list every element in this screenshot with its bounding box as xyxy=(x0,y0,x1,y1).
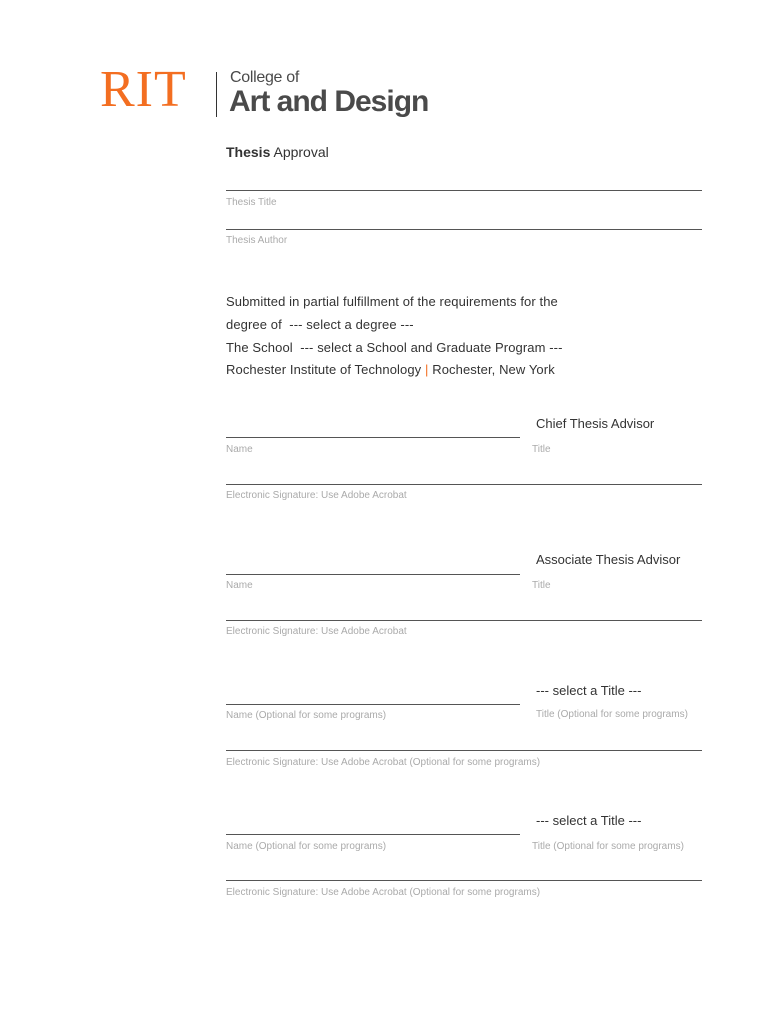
thesis-author-caption: Thesis Author xyxy=(226,235,288,246)
thesis-title-field[interactable] xyxy=(226,190,702,191)
page-title-rest: Approval xyxy=(273,144,329,160)
chief-advisor-title-caption: Title xyxy=(532,444,551,455)
optional-member-1-signature-caption: Electronic Signature: Use Adobe Acrobat (Optional for some programs) xyxy=(226,757,541,768)
optional-member-2-name-caption: Name (Optional for some programs) xyxy=(226,841,387,852)
associate-advisor-signature-field[interactable] xyxy=(226,620,702,621)
logo-art-and-design: Art and Design xyxy=(229,85,429,118)
page-title-bold: Thesis xyxy=(226,144,271,160)
page-title xyxy=(226,144,329,160)
optional-member-1-title-select[interactable]: --- select a Title --- xyxy=(536,683,642,698)
school-line xyxy=(226,340,563,356)
degree-line xyxy=(226,317,414,333)
optional-member-1-title-caption: Title (Optional for some programs) xyxy=(536,709,688,720)
chief-advisor-role: Chief Thesis Advisor xyxy=(536,416,655,431)
optional-member-2-signature-field[interactable] xyxy=(226,880,702,881)
associate-advisor-signature-caption: Electronic Signature: Use Adobe Acrobat xyxy=(226,626,407,637)
degree-prefix: degree of xyxy=(226,317,282,332)
institute-name: Rochester Institute of Technology xyxy=(226,362,422,377)
optional-member-2-name-field[interactable] xyxy=(226,834,520,835)
rit-logo-mark: RIT xyxy=(100,61,187,118)
institute-line xyxy=(226,362,555,378)
thesis-author-field[interactable] xyxy=(226,229,702,230)
associate-advisor-role: Associate Thesis Advisor xyxy=(536,552,681,567)
institute-location: Rochester, New York xyxy=(432,362,555,377)
school-prefix: The School xyxy=(226,340,293,355)
associate-advisor-title-caption: Title xyxy=(532,580,551,591)
chief-advisor-name-caption: Name xyxy=(226,444,253,455)
optional-member-1-name-field[interactable] xyxy=(226,704,520,705)
optional-member-1-signature-field[interactable] xyxy=(226,750,702,751)
school-select[interactable]: --- select a School and Graduate Program --- xyxy=(300,340,563,355)
optional-member-1-name-caption: Name (Optional for some programs) xyxy=(226,710,387,721)
associate-advisor-name-field[interactable] xyxy=(226,574,520,575)
associate-advisor-name-caption: Name xyxy=(226,580,253,591)
submission-statement: Submitted in partial fulfillment of the requirements for the xyxy=(226,294,558,309)
logo-college-of: College of xyxy=(230,69,300,86)
degree-select[interactable]: --- select a degree --- xyxy=(289,317,414,332)
optional-member-2-title-caption: Title (Optional for some programs) xyxy=(532,841,684,852)
chief-advisor-name-field[interactable] xyxy=(226,437,520,438)
chief-advisor-signature-field[interactable] xyxy=(226,484,702,485)
optional-member-2-title-select[interactable]: --- select a Title --- xyxy=(536,813,642,828)
thesis-title-caption: Thesis Title xyxy=(226,197,277,208)
chief-advisor-signature-caption: Electronic Signature: Use Adobe Acrobat xyxy=(226,490,407,501)
separator-pipe: | xyxy=(425,362,429,377)
logo-divider xyxy=(216,72,217,117)
optional-member-2-signature-caption: Electronic Signature: Use Adobe Acrobat (Optional for some programs) xyxy=(226,887,541,898)
